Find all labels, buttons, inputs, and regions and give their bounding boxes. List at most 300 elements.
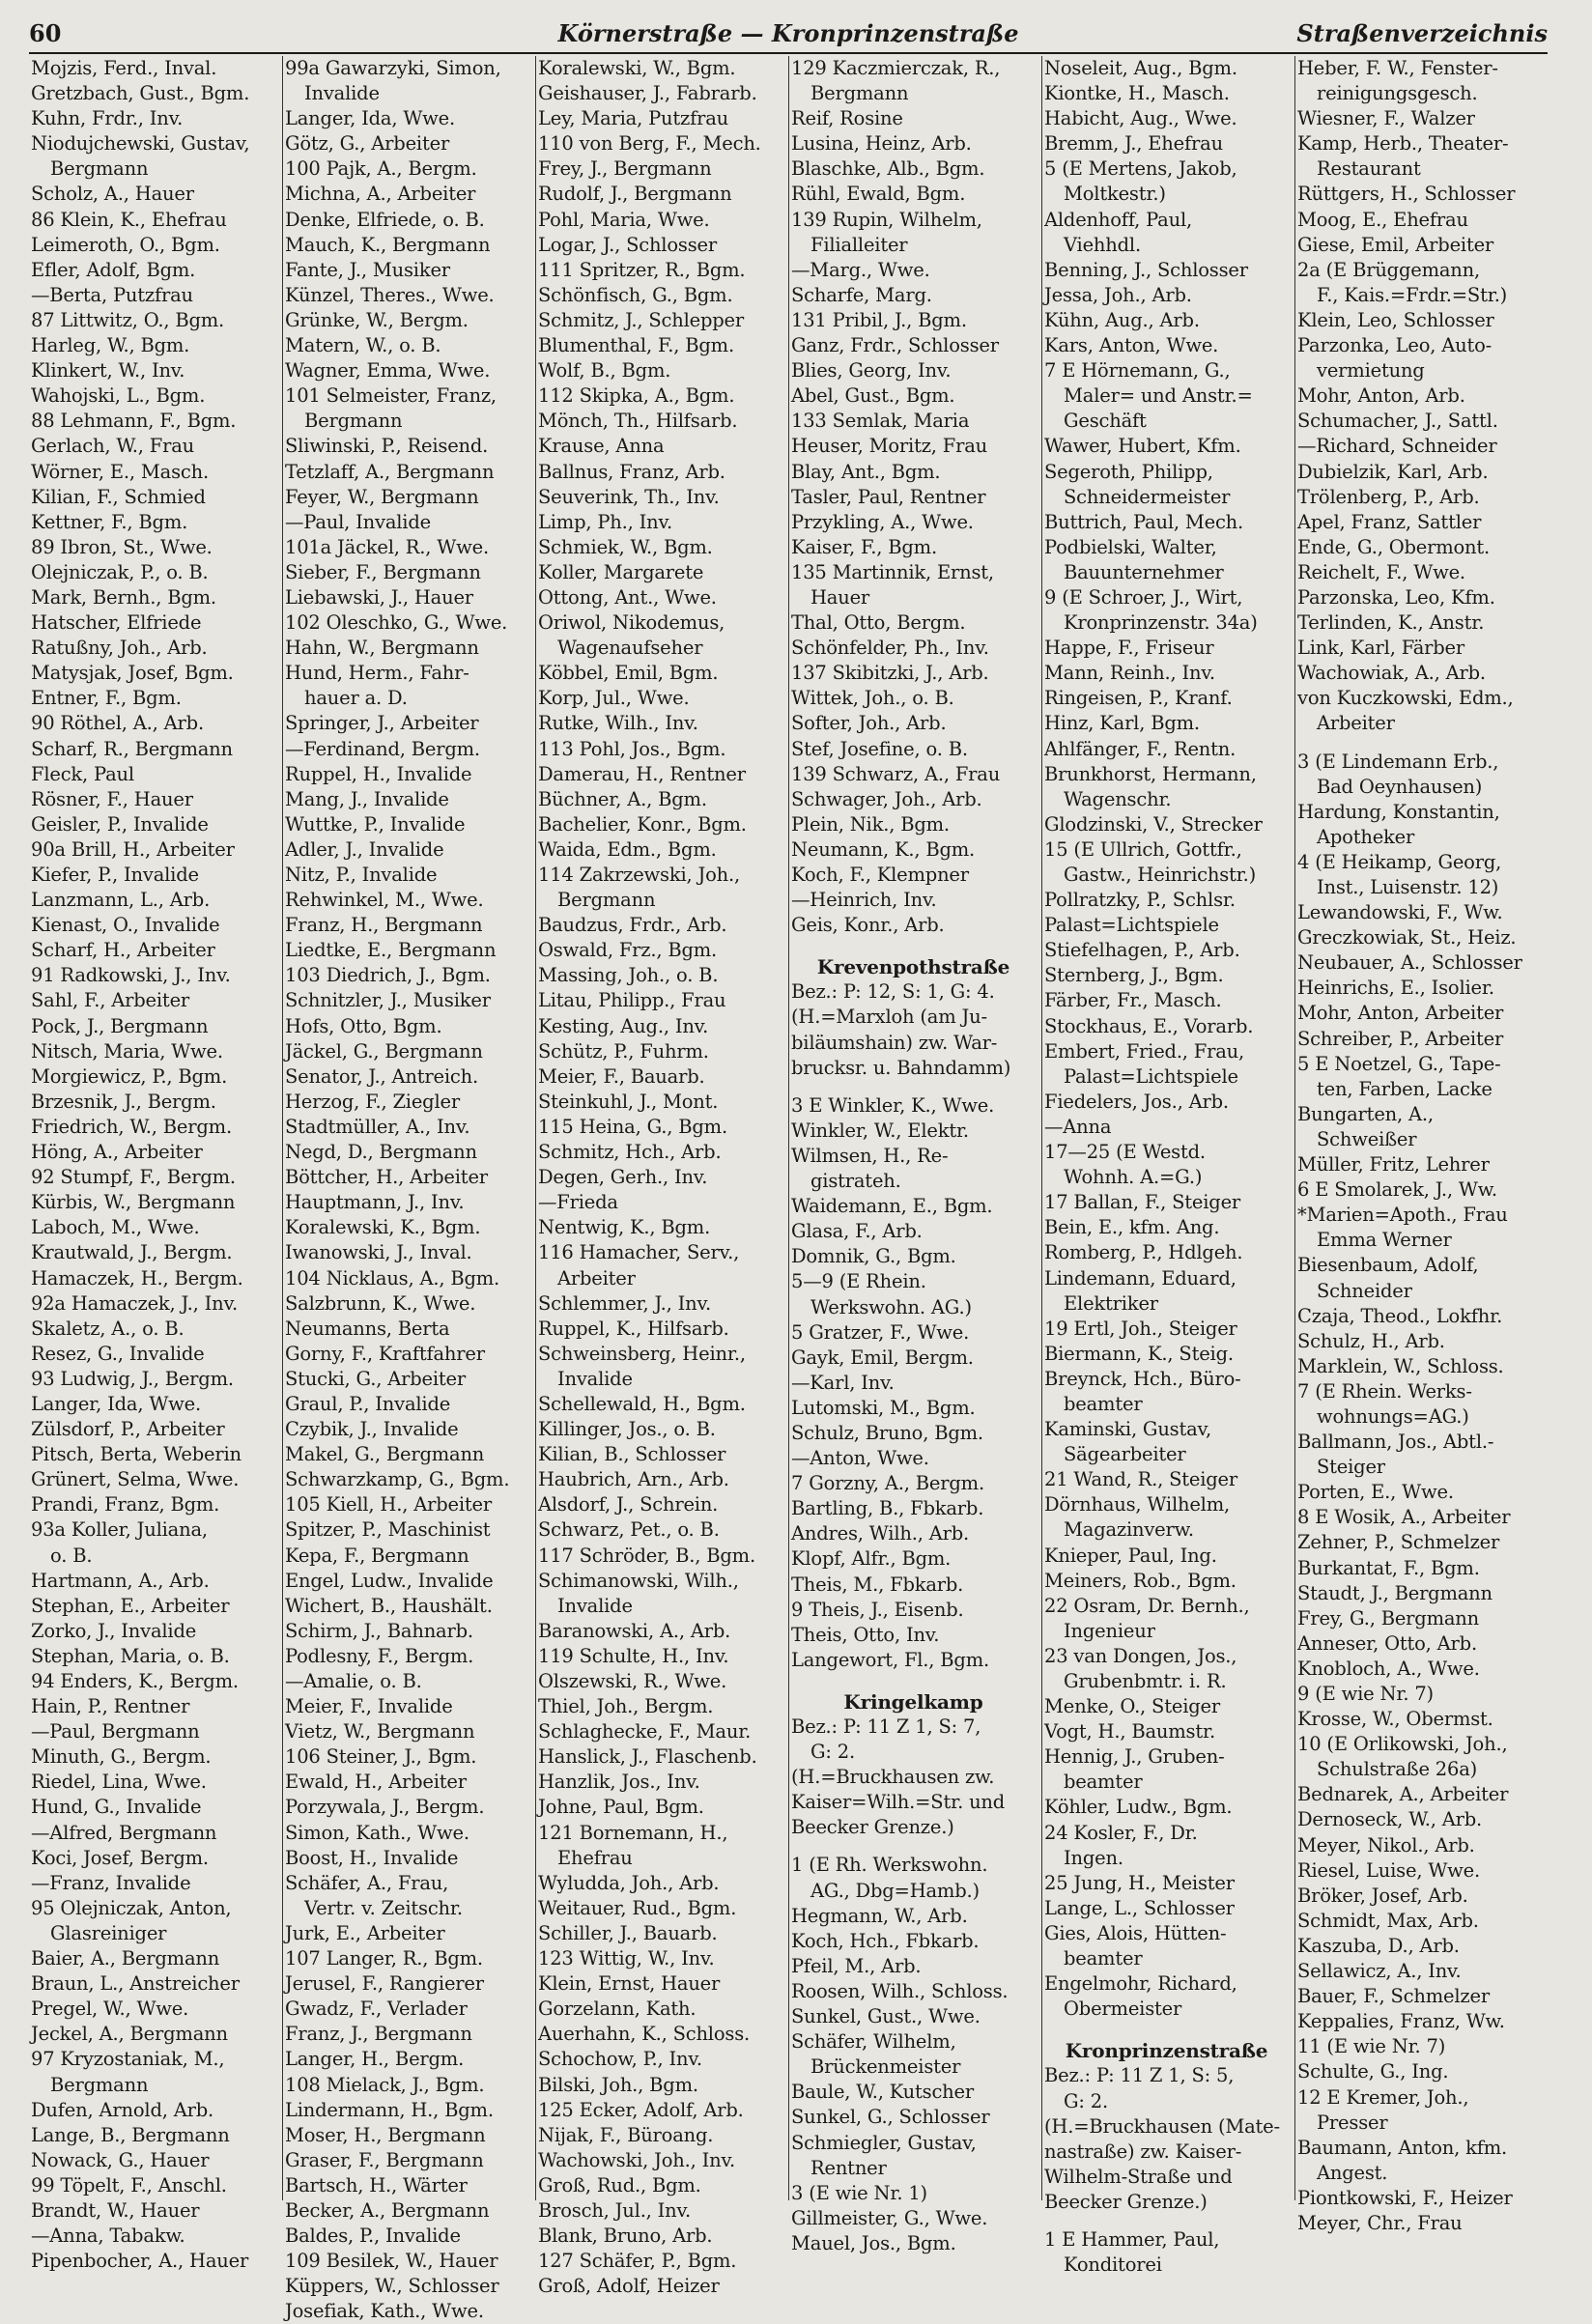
directory-entry: Blumenthal, F., Bgm. — [538, 334, 734, 357]
directory-entry: Schlemmer, J., Inv. — [538, 1291, 711, 1315]
directory-entry: Negd, D., Bergmann — [285, 1141, 477, 1164]
directory-entry: Schäfer, Wilhelm, — [791, 2030, 956, 2054]
directory-entry: Gwadz, F., Verlader — [285, 1998, 468, 2021]
page-header — [29, 17, 1548, 54]
directory-entry: Boost, H., Invalide — [285, 1846, 459, 1869]
directory-entry: Schönfisch, G., Bgm. — [538, 283, 733, 306]
directory-entry: Hofs, Otto, Bgm. — [285, 1014, 442, 1037]
directory-entry: Noseleit, Aug., Bgm. — [1044, 57, 1237, 79]
directory-entry: Matern, W., o. B. — [285, 334, 441, 357]
directory-entry: Klinkert, W., Inv. — [31, 359, 185, 383]
directory-entry: Ganz, Frdr., Schlosser — [791, 334, 999, 357]
directory-entry: Mojzis, Ferd., Inval. — [31, 57, 217, 79]
directory-entry: Schimanowski, Wilh., — [538, 1569, 739, 1592]
directory-entry: Romberg, P., Hdlgeh. — [1044, 1241, 1243, 1264]
directory-entry: 109 Besilek, W., Hauer — [285, 2250, 498, 2273]
directory-entry: Fiedelers, Jos., Arb. — [1044, 1090, 1229, 1113]
directory-entry: Theis, M., Fbkarb. — [791, 1573, 964, 1596]
directory-entry: Burkantat, F., Bgm. — [1297, 1556, 1480, 1579]
directory-entry: Braun, L., Anstreicher — [31, 1972, 240, 1996]
directory-entry: Fleck, Paul — [31, 762, 134, 785]
directory-entry: Degen, Gerh., Inv. — [538, 1166, 708, 1189]
directory-entry: 22 Osram, Dr. Bernh., — [1044, 1594, 1250, 1617]
directory-entry: Makel, G., Bergmann — [285, 1443, 485, 1466]
directory-entry: Oriwol, Nikodemus, — [538, 611, 725, 635]
directory-entry: 10 (E Orlikowski, Joh., — [1297, 1733, 1508, 1756]
directory-entry: Pohl, Maria, Wwe. — [538, 208, 710, 231]
directory-entry: Olejniczak, P., o. B. — [31, 560, 209, 583]
directory-entry: 115 Heina, G., Bgm. — [538, 1115, 727, 1138]
directory-entry: 5—9 (E Rhein. — [791, 1270, 926, 1293]
directory-entry: Oswald, Frz., Bgm. — [538, 939, 718, 962]
directory-entry: Schmitz, J., Schlepper — [538, 308, 745, 331]
entry-continuation: wohnungs=AG.) — [1317, 1404, 1469, 1428]
directory-entry: Skaletz, A., o. B. — [31, 1317, 185, 1340]
directory-entry: 9 Theis, J., Eisenb. — [791, 1598, 964, 1621]
directory-entry: Zehner, P., Schmelzer — [1297, 1531, 1500, 1554]
directory-entry: Bartling, B., Fbkarb. — [791, 1497, 984, 1520]
directory-entry: Wilhelm-Straße und — [1044, 2165, 1233, 2188]
directory-entry: 119 Schulte, H., Inv. — [538, 1644, 729, 1667]
directory-entry: —Frieda — [538, 1191, 618, 1214]
directory-entry: Sternberg, J., Bgm. — [1044, 964, 1224, 987]
directory-entry: Parzonska, Leo, Kfm. — [1297, 585, 1495, 609]
directory-entry: Wilmsen, H., Re- — [791, 1144, 949, 1167]
directory-entry: Marklein, W., Schloss. — [1297, 1354, 1504, 1377]
directory-entry: Apel, Franz, Sattler — [1297, 510, 1482, 533]
directory-entry: Müller, Fritz, Lehrer — [1297, 1153, 1490, 1176]
directory-entry: 24 Kosler, F., Dr. — [1044, 1821, 1198, 1844]
directory-entry: Kühn, Aug., Arb. — [1044, 308, 1200, 331]
directory-entry: Porzywala, J., Bergm. — [285, 1796, 485, 1819]
directory-entry: Hinz, Karl, Bgm. — [1044, 712, 1200, 735]
entry-continuation: beamter — [1064, 1392, 1143, 1415]
directory-entry: —Karl, Inv. — [791, 1371, 895, 1394]
directory-entry: Hatscher, Elfriede — [31, 611, 202, 635]
directory-entry: Hegmann, W., Arb. — [791, 1904, 968, 1927]
directory-entry: 123 Wittig, W., Inv. — [538, 1947, 715, 1970]
directory-entry: 9 (E wie Nr. 7) — [1297, 1683, 1434, 1705]
directory-entry: Blay, Ant., Bgm. — [791, 460, 941, 483]
entry-continuation: Schneider — [1317, 1279, 1412, 1302]
directory-entry: Litau, Philipp., Frau — [538, 989, 726, 1012]
directory-entry: Schönfelder, Ph., Inv. — [791, 637, 989, 660]
directory-entry: Schiller, J., Bauarb. — [538, 1921, 718, 1944]
directory-entry: 127 Schäfer, P., Bgm. — [538, 2250, 737, 2273]
directory-entry: 93a Koller, Juliana, — [31, 1518, 208, 1542]
entry-continuation: Bergmann — [557, 889, 656, 912]
entry-continuation: Arbeiter — [557, 1266, 636, 1290]
entry-continuation: Emma Werner — [1317, 1229, 1452, 1252]
directory-entry: Böttcher, H., Arbeiter — [285, 1166, 488, 1189]
directory-entry: Spitzer, P., Maschinist — [285, 1518, 491, 1542]
directory-entry: Tasler, Paul, Rentner — [791, 485, 986, 508]
directory-entry: Schumacher, J., Sattl. — [1297, 410, 1498, 433]
directory-entry: Klopf, Alfr., Bgm. — [791, 1547, 952, 1571]
entry-continuation: Bergmann — [50, 157, 149, 181]
directory-entry: (H.=Bruckhausen zw. — [791, 1766, 995, 1789]
directory-entry: Stephan, Maria, o. B. — [31, 1644, 230, 1667]
directory-entry: Iwanowski, J., Inval. — [285, 1241, 472, 1264]
directory-entry: Krosse, W., Obermst. — [1297, 1708, 1493, 1731]
directory-entry: Niodujchewski, Gustav, — [31, 132, 250, 156]
directory-entry: Happe, F., Friseur — [1044, 637, 1214, 660]
directory-entry: Köhler, Ludw., Bgm. — [1044, 1796, 1233, 1819]
directory-entry: Wörner, E., Masch. — [31, 460, 209, 483]
directory-entry: Blies, Georg, Inv. — [791, 359, 952, 383]
directory-entry: 87 Littwitz, O., Bgm. — [31, 308, 225, 331]
directory-entry: Anneser, Otto, Arb. — [1297, 1631, 1477, 1655]
directory-entry: Bilski, Joh., Bgm. — [538, 2073, 698, 2096]
directory-entry: —Anton, Wwe. — [791, 1447, 929, 1470]
directory-entry: —Paul, Invalide — [285, 510, 431, 533]
directory-entry: 17 Ballan, F., Steiger — [1044, 1191, 1241, 1214]
directory-entry: Minuth, G., Bergm. — [31, 1745, 212, 1769]
entry-continuation: Schweißer — [1317, 1127, 1417, 1150]
directory-entry: 90a Brill, H., Arbeiter — [31, 837, 235, 861]
directory-entry: Kaszuba, D., Arb. — [1297, 1934, 1460, 1957]
spacer — [789, 938, 1036, 950]
directory-entry: Stucki, G., Arbeiter — [285, 1367, 466, 1390]
directory-entry: Heinrichs, E., Isolier. — [1297, 977, 1494, 1000]
directory-entry: Neubauer, A., Schlosser — [1297, 951, 1522, 975]
directory-entry: Matysjak, Josef, Bgm. — [31, 662, 234, 685]
directory-entry: *Marien=Apoth., Frau — [1297, 1204, 1508, 1227]
entry-continuation: Moltkestr.) — [1064, 183, 1166, 206]
directory-entry: Benning, J., Schlosser — [1044, 258, 1248, 281]
entry-continuation: Invalide — [304, 82, 380, 105]
directory-entry: Meyer, Nikol., Arb. — [1297, 1833, 1475, 1856]
directory-entry: Kaiser, F., Bgm. — [791, 535, 937, 558]
directory-entry: Heuser, Moritz, Frau — [791, 435, 988, 458]
directory-entry: Sieber, F., Bergmann — [285, 560, 481, 583]
directory-entry: 125 Ecker, Adolf, Arb. — [538, 2098, 744, 2121]
directory-entry: Weitauer, Rud., Bgm. — [538, 1896, 737, 1919]
entry-continuation: Bauunternehmer — [1064, 560, 1224, 583]
directory-entry: Köbbel, Emil, Bgm. — [538, 662, 719, 685]
directory-entry: Giese, Emil, Arbeiter — [1297, 233, 1494, 256]
directory-entry: Biesenbaum, Adolf, — [1297, 1254, 1479, 1277]
directory-entry: Brosch, Jul., Inv. — [538, 2198, 692, 2222]
directory-entry: Bez.: P: 11 Z 1, S: 5, — [1044, 2064, 1235, 2087]
directory-entry: 23 van Dongen, Jos., — [1044, 1644, 1237, 1667]
entry-continuation: Brückenmeister — [810, 2055, 961, 2079]
directory-entry: Kilian, F., Schmied — [31, 485, 206, 508]
directory-entry: nastraße) zw. Kaiser- — [1044, 2140, 1242, 2163]
directory-entry: Hund, G., Invalide — [31, 1796, 202, 1819]
directory-entry: 101a Jäckel, R., Wwe. — [285, 535, 489, 558]
directory-entry: Stockhaus, E., Vorarb. — [1044, 1014, 1254, 1037]
directory-entry: Brzesnik, J., Bergm. — [31, 1090, 216, 1113]
directory-entry: Herzog, F., Ziegler — [285, 1090, 460, 1113]
directory-entry: Koch, Hch., Fbkarb. — [791, 1929, 980, 1952]
entry-continuation: Invalide — [557, 1594, 633, 1617]
directory-entry: 3 (E wie Nr. 1) — [791, 2181, 927, 2204]
directory-entry: Moog, E., Ehefrau — [1297, 208, 1468, 231]
directory-entry: Wittek, Joh., o. B. — [791, 687, 954, 710]
directory-entry: Schäfer, A., Frau, — [285, 1871, 449, 1894]
directory-entry: —Anna, Tabakw. — [31, 2225, 185, 2248]
directory-entry: Meier, F., Invalide — [285, 1695, 453, 1718]
street-heading: Krevenpothstraße — [816, 955, 1010, 979]
directory-entry: Kaminski, Gustav, — [1044, 1418, 1212, 1441]
directory-entry: Sahl, F., Arbeiter — [31, 989, 190, 1012]
directory-entry: 89 Ibron, St., Wwe. — [31, 535, 213, 558]
directory-entry: Logar, J., Schlosser — [538, 233, 717, 256]
entry-continuation: Magazinverw. — [1064, 1518, 1194, 1542]
directory-entry: Mark, Bernh., Bgm. — [31, 585, 216, 609]
directory-entry: Hahn, W., Bergmann — [285, 637, 479, 660]
directory-entry: Jurk, E., Arbeiter — [285, 1921, 445, 1944]
directory-entry: Kiontke, H., Masch. — [1044, 82, 1230, 105]
directory-entry: Künzel, Theres., Wwe. — [285, 283, 495, 306]
entry-continuation: Bergmann — [304, 410, 403, 433]
entry-continuation: Rentner — [810, 2156, 887, 2179]
directory-entry: 1 E Hammer, Paul, — [1044, 2227, 1220, 2251]
directory-entry: Pfeil, M., Arb. — [791, 1954, 922, 1977]
entry-continuation: Wagenschr. — [1064, 787, 1172, 810]
directory-entry: Moser, H., Bergmann — [285, 2123, 486, 2146]
directory-entry: Franz, J., Bergmann — [285, 2023, 472, 2046]
directory-entry: Greczkowiak, St., Heiz. — [1297, 926, 1517, 949]
directory-entry: Stiefelhagen, P., Arb. — [1044, 939, 1240, 962]
directory-entry: 5 E Noetzel, G., Tape- — [1297, 1052, 1501, 1075]
directory-entry: Podbielski, Walter, — [1044, 535, 1217, 558]
directory-entry: 97 Kryzostaniak, M., — [31, 2048, 225, 2071]
spacer — [789, 1840, 1036, 1853]
entry-continuation: Gastw., Heinrichstr.) — [1064, 864, 1257, 886]
directory-entry: Hanslick, J., Flaschenb. — [538, 1745, 757, 1769]
directory-entry: Mohr, Anton, Arb. — [1297, 384, 1465, 408]
directory-entry: Riesel, Luise, Wwe. — [1297, 1858, 1481, 1882]
directory-entry: Dernoseck, W., Arb. — [1297, 1808, 1482, 1831]
directory-entry: Götz, G., Arbeiter — [285, 132, 450, 156]
directory-entry: 101 Selmeister, Franz, — [285, 384, 497, 408]
directory-entry: Mauch, K., Bergmann — [285, 233, 491, 256]
directory-entry: Neumanns, Berta — [285, 1317, 450, 1340]
directory-entry: Link, Karl, Färber — [1297, 637, 1465, 660]
column-6 — [1294, 56, 1542, 2234]
directory-entry: Przykling, A., Wwe. — [791, 510, 974, 533]
street-heading: Kronprinzenstraße — [1065, 2039, 1268, 2063]
directory-entry: Bungarten, A., — [1297, 1102, 1434, 1125]
directory-entry: Blaschke, Alb., Bgm. — [791, 157, 985, 181]
directory-entry: 100 Pajk, A., Bergm. — [285, 157, 477, 181]
directory-entry: 12 E Kremer, Joh., — [1297, 2085, 1469, 2109]
entry-continuation: Wohnh. A.=G.) — [1064, 1166, 1203, 1189]
directory-entry: Wyludda, Joh., Arb. — [538, 1871, 720, 1894]
entry-continuation: Werkswohn. AG.) — [810, 1295, 972, 1318]
directory-entry: Höng, A., Arbeiter — [31, 1141, 203, 1164]
directory-entry: Gretzbach, Gust., Bgm. — [31, 82, 250, 105]
directory-entry: Kienast, O., Invalide — [31, 914, 220, 937]
directory-entry: Bachelier, Konr., Bgm. — [538, 812, 747, 836]
directory-entry: Bez.: P: 12, S: 1, G: 4. — [791, 980, 995, 1004]
directory-entry: 7 (E Rhein. Werks- — [1297, 1379, 1472, 1403]
entry-continuation: Steiger — [1317, 1456, 1385, 1479]
entry-continuation: Konditorei — [1064, 2253, 1162, 2277]
directory-entry: Gies, Alois, Hütten- — [1044, 1921, 1227, 1944]
directory-entry: Beecker Grenze.) — [1044, 2190, 1208, 2213]
entry-continuation: beamter — [1064, 1771, 1143, 1794]
directory-entry: Sunkel, G., Schlosser — [791, 2106, 990, 2129]
column-2 — [282, 56, 529, 2323]
directory-entry: Gorzelann, Kath. — [538, 1998, 696, 2021]
directory-entry: brucksr. u. Bahndamm) — [791, 1056, 1011, 1079]
entry-continuation: G: 2. — [810, 1741, 855, 1764]
directory-entry: Salzbrunn, K., Wwe. — [285, 1291, 476, 1315]
entry-continuation: Kronprinzenstr. 34a) — [1064, 611, 1258, 635]
directory-entry: Palast=Lichtspiele — [1044, 914, 1219, 937]
directory-entry: Geishauser, J., Fabrarb. — [538, 82, 757, 105]
directory-entry: 106 Steiner, J., Bgm. — [285, 1745, 477, 1769]
directory-entry: 3 (E Lindemann Erb., — [1297, 750, 1499, 773]
spacer — [1042, 2022, 1289, 2034]
entry-continuation: Vertr. v. Zeitschr. — [304, 1896, 463, 1919]
directory-entry: Thal, Otto, Bergm. — [791, 611, 966, 635]
directory-entry: 21 Wand, R., Steiger — [1044, 1468, 1238, 1491]
directory-entry: Adler, J., Invalide — [285, 837, 444, 861]
directory-entry: Rösner, F., Hauer — [31, 787, 193, 810]
directory-entry: Wagner, Emma, Wwe. — [285, 359, 491, 383]
directory-entry: Nitsch, Maria, Wwe. — [31, 1039, 223, 1063]
directory-entry: Bröker, Josef, Arb. — [1297, 1884, 1468, 1907]
directory-entry: Pitsch, Berta, Weberin — [31, 1443, 242, 1466]
directory-entry: Aldenhoff, Paul, — [1044, 208, 1192, 231]
directory-entry: Geis, Konr., Arb. — [791, 914, 945, 937]
entry-continuation: Angest. — [1317, 2161, 1388, 2184]
directory-entry: Schmitz, Hch., Arb. — [538, 1141, 722, 1164]
directory-entry: Graul, P., Invalide — [285, 1392, 451, 1415]
entry-continuation: Arbeiter — [1317, 712, 1395, 735]
directory-entry: Mang, J., Invalide — [285, 787, 449, 810]
directory-entry: 4 (E Heikamp, Georg, — [1297, 850, 1502, 873]
directory-entry: Koch, F., Klempner — [791, 864, 969, 886]
directory-entry: Meyer, Chr., Frau — [1297, 2211, 1463, 2234]
directory-entry: Tetzlaff, A., Bergmann — [285, 460, 495, 483]
directory-entry: Kepa, F., Bergmann — [285, 1544, 469, 1567]
directory-entry: Geisler, P., Invalide — [31, 812, 209, 836]
directory-entry: Alsdorf, J., Schrein. — [538, 1493, 719, 1516]
directory-entry: Knieper, Paul, Ing. — [1044, 1544, 1217, 1567]
directory-entry: Schnitzler, J., Musiker — [285, 989, 491, 1012]
directory-entry: 117 Schröder, B., Bgm. — [538, 1544, 755, 1567]
directory-entry: Ottong, Ant., Wwe. — [538, 585, 717, 609]
directory-entry: Killinger, Jos., o. B. — [538, 1418, 716, 1441]
directory-entry: Dörnhaus, Wilhelm, — [1044, 1493, 1230, 1516]
spacer — [789, 1081, 1036, 1093]
directory-entry: Koller, Margarete — [538, 560, 704, 583]
entry-continuation: Obermeister — [1064, 1998, 1182, 2021]
directory-entry: Baier, A., Bergmann — [31, 1947, 220, 1970]
directory-entry: Baumann, Anton, kfm. — [1297, 2136, 1508, 2159]
directory-entry: Lanzmann, L., Arb. — [31, 889, 211, 912]
directory-entry: Haubrich, Arn., Arb. — [538, 1468, 729, 1491]
street-heading: Kringelkamp — [843, 1689, 983, 1714]
directory-entry: Pock, J., Bergmann — [31, 1014, 209, 1037]
directory-entry: Ballmann, Jos., Abtl.- — [1297, 1431, 1494, 1454]
directory-entry: 5 (E Mertens, Jakob, — [1044, 157, 1237, 181]
directory-entry: Groß, Adolf, Heizer — [538, 2275, 720, 2298]
directory-entry: 19 Ertl, Joh., Steiger — [1044, 1317, 1237, 1340]
directory-entry: Liedtke, E., Bergmann — [285, 939, 497, 962]
directory-entry: Rehwinkel, M., Wwe. — [285, 889, 484, 912]
directory-entry: Simon, Kath., Wwe. — [285, 1821, 469, 1844]
directory-entry: Feyer, W., Bergmann — [285, 485, 479, 508]
directory-entry: Habicht, Aug., Wwe. — [1044, 107, 1237, 130]
entry-continuation: Elektriker — [1064, 1291, 1158, 1315]
directory-entry: Rudolf, J., Bergmann — [538, 183, 732, 206]
directory-entry: Vietz, W., Bergmann — [285, 1720, 475, 1743]
directory-entry: Fante, J., Musiker — [285, 258, 450, 281]
directory-entry: Entner, F., Bgm. — [31, 687, 182, 710]
directory-entry: Jessa, Joh., Arb. — [1044, 283, 1192, 306]
directory-entry: Schweinsberg, Heinr., — [538, 1342, 746, 1365]
directory-entry: Koci, Josef, Bergm. — [31, 1846, 209, 1869]
directory-entry: Segeroth, Philipp, — [1044, 460, 1213, 483]
entry-continuation: o. B. — [50, 1544, 93, 1567]
directory-entry: Klein, Leo, Schlosser — [1297, 308, 1494, 331]
directory-entry: Bez.: P: 11 Z 1, S: 7, — [791, 1715, 981, 1738]
directory-entry: Beecker Grenze.) — [791, 1816, 954, 1839]
directory-entry: Schirm, J., Bahnarb. — [285, 1619, 473, 1642]
directory-entry: (H.=Bruckhausen (Mate- — [1044, 2114, 1280, 2138]
directory-entry: Schlaghecke, F., Maur. — [538, 1720, 752, 1743]
directory-entry: Korp, Jul., Wwe. — [538, 687, 690, 710]
directory-entry: Scharf, R., Bergmann — [31, 737, 233, 760]
directory-entry: 102 Oleschko, G., Wwe. — [285, 611, 508, 635]
directory-entry: Krause, Anna — [538, 435, 665, 458]
directory-columns — [29, 56, 1565, 2323]
directory-entry: Schochow, P., Inv. — [538, 2048, 702, 2071]
directory-entry: Hauptmann, J., Inv. — [285, 1191, 465, 1214]
directory-entry: von Kuczkowski, Edm., — [1297, 687, 1514, 710]
entry-continuation: Bad Oeynhausen) — [1317, 775, 1483, 798]
directory-entry: 113 Pohl, Jos., Bgm. — [538, 737, 726, 760]
entry-continuation: Geschäft — [1064, 410, 1147, 433]
directory-entry: Nentwig, K., Bgm. — [538, 1216, 711, 1239]
directory-entry: 92 Stumpf, F., Bergm. — [31, 1166, 236, 1189]
directory-entry: Rutke, Wilh., Inv. — [538, 712, 698, 735]
directory-entry: Sliwinski, P., Reisend. — [285, 435, 489, 458]
directory-entry: Ruppel, H., Invalide — [285, 762, 472, 785]
entry-continuation: Glasreiniger — [50, 1921, 167, 1944]
directory-entry: Bednarek, A., Arbeiter — [1297, 1783, 1509, 1806]
entry-continuation: Ingenieur — [1064, 1619, 1155, 1642]
directory-entry: 90 Röthel, A., Arb. — [31, 712, 204, 735]
directory-entry: Limp, Ph., Inv. — [538, 510, 672, 533]
column-4 — [788, 56, 1036, 2254]
directory-entry: Wiesner, F., Walzer — [1297, 107, 1475, 130]
directory-entry: Lindermann, H., Bgm. — [285, 2098, 494, 2121]
directory-entry: Langer, Ida, Wwe. — [31, 1392, 202, 1415]
directory-entry: Küppers, W., Schlosser — [285, 2275, 499, 2298]
directory-entry: Podlesny, F., Bergm. — [285, 1644, 474, 1667]
directory-entry: Schütz, P., Fuhrm. — [538, 1039, 709, 1063]
directory-entry: Josefiak, Kath., Wwe. — [285, 2300, 484, 2323]
directory-entry: Wachowski, Joh., Inv. — [538, 2148, 736, 2171]
directory-entry: Waida, Edm., Bgm. — [538, 837, 717, 861]
directory-entry: Springer, J., Arbeiter — [285, 712, 479, 735]
directory-entry: Porten, E., Wwe. — [1297, 1481, 1454, 1504]
directory-entry: 135 Martinnik, Ernst, — [791, 560, 994, 583]
directory-entry: Schwarzkamp, G., Bgm. — [285, 1468, 510, 1491]
directory-entry: Rüttgers, H., Schlosser — [1297, 183, 1516, 206]
directory-entry: Ballnus, Franz, Arb. — [538, 460, 725, 483]
directory-entry: Koralewski, K., Bgm. — [285, 1216, 481, 1239]
directory-entry: Damerau, H., Rentner — [538, 762, 746, 785]
directory-entry: 116 Hamacher, Serv., — [538, 1241, 740, 1264]
